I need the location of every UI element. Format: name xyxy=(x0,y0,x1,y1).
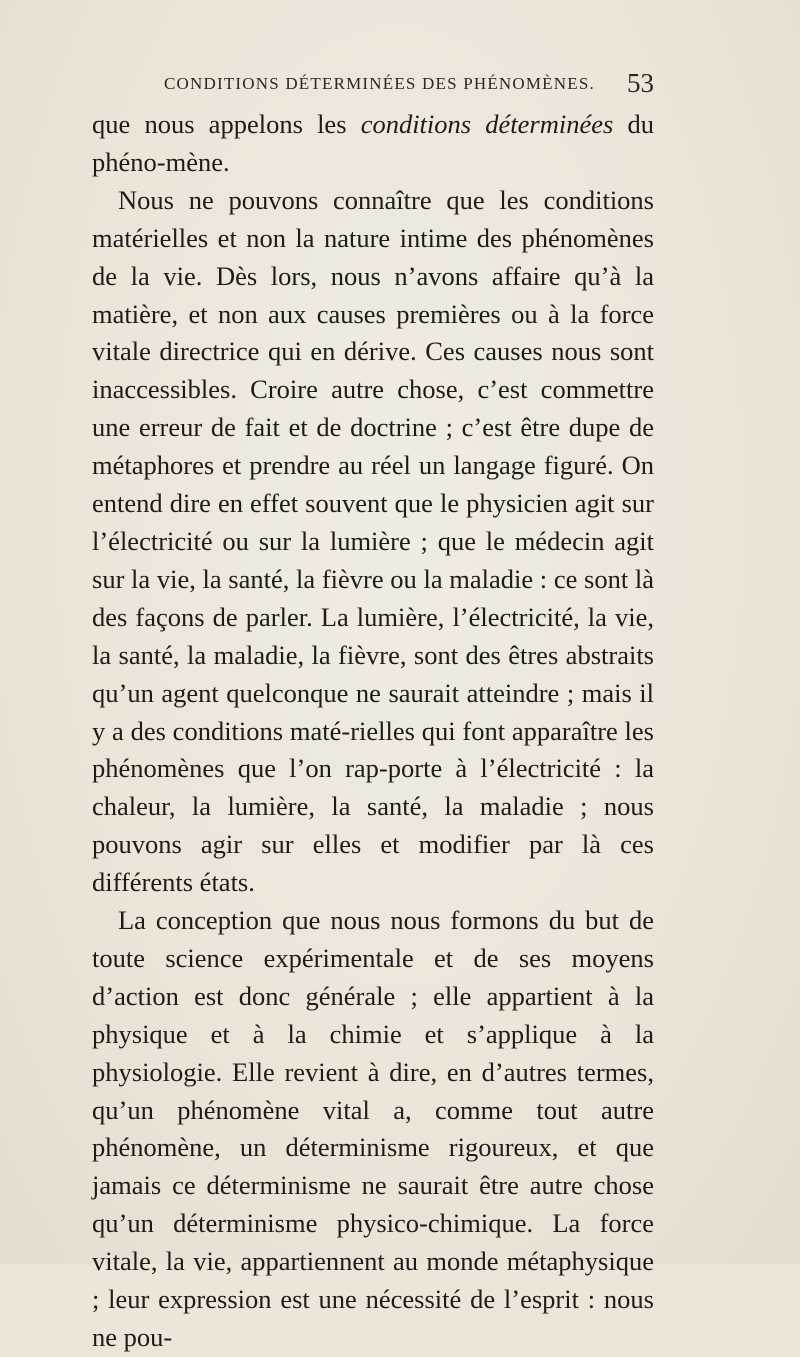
body-text xyxy=(92,106,654,1357)
italic-phrase: conditions déterminées xyxy=(360,109,614,139)
running-title: CONDITIONS DÉTERMINÉES DES PHÉNOMÈNES. xyxy=(164,74,595,93)
paragraph-continuation xyxy=(92,106,654,182)
paragraph: Nous ne pouvons connaître que les conditions matérielles et non la nature intime des phénomènes de la vie. Dès lors, nous n’avons affaire qu’à la matière, et non aux causes premières ou à la force vitale directrice qui en dérive. Ces causes nous sont inaccessibles. Croire autre chose, c’est commettre une erreur de fait et de doctrine ; c’est être dupe de métaphores et prendre au réel un langage figuré. On entend dire en effet souvent que le physicien agit sur l’électricité ou sur la lumière ; que le médecin agit sur la vie, la santé, la fièvre ou la maladie : ce sont là des façons de parler. La lumière, l’électricité, la vie, la santé, la maladie, la fièvre, sont des êtres abstraits qu’un agent quelconque ne saurait atteindre ; mais il y a des conditions maté-rielles qui font apparaître les phénomènes que l’on rap-porte à l’électricité : la chaleur, la lumière, la santé, la maladie ; nous pouvons agir sur elles et modifier par là ces différents états. xyxy=(92,184,654,898)
paragraph-text: que nous appelons les xyxy=(92,109,361,139)
running-head xyxy=(92,68,654,108)
page-number: 53 xyxy=(627,68,654,98)
paragraph: La conception que nous nous formons du but de toute science expérimentale et de ses moyens d’action est donc générale ; elle appartient à la physique et à la chimie et s’applique à la physiologie. Elle revient à dire, en d’autres termes, qu’un phénomène vital a, comme tout autre phénomène, un déterminisme rigoureux, et que jamais ce déterminisme ne saurait être autre chose qu’un déterminisme physico-chimique. La force vitale, la vie, appartiennent au monde métaphysique ; leur expression est une nécessité de l’esprit : nous ne pou- xyxy=(92,905,654,1352)
paragraph-text: du phéno-mène. xyxy=(92,109,655,177)
